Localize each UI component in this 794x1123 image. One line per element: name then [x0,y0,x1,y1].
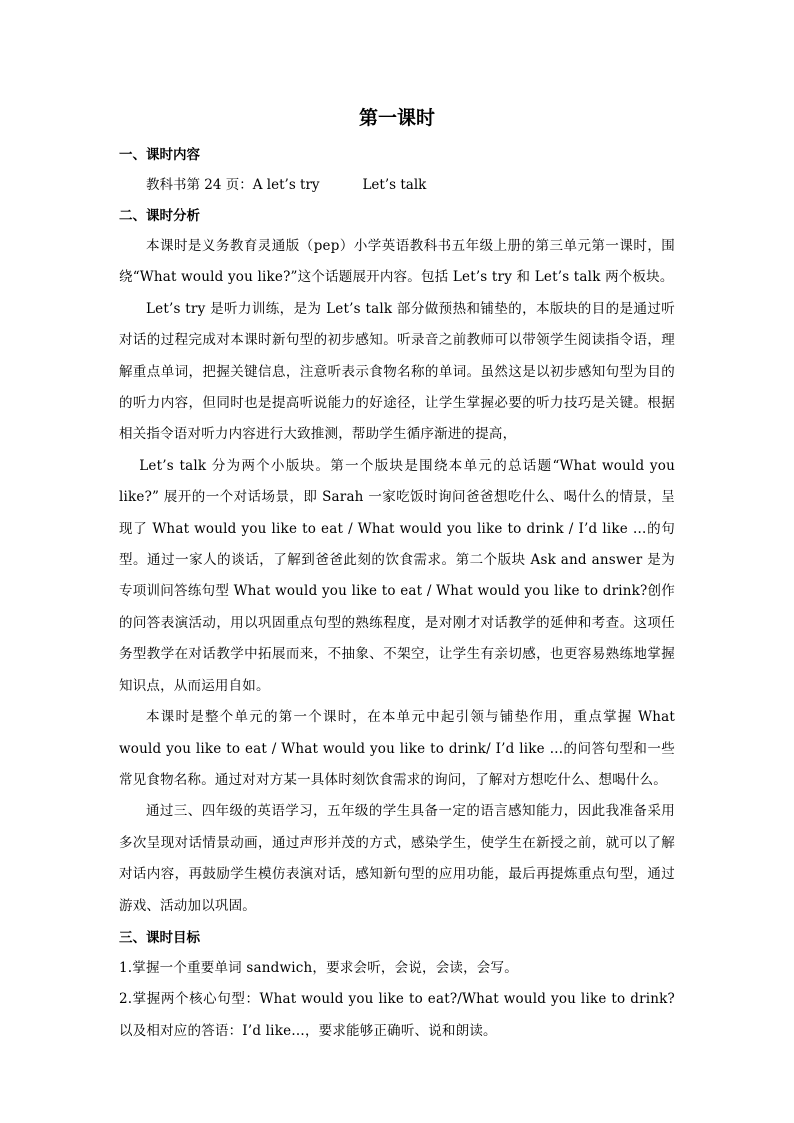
document-body [119,140,675,1047]
section-heading-goals: 三、课时目标 [119,929,200,946]
goal-item-1: 1.掌握一个重要单词 sandwich，要求会听，会说，会读，会写。 [119,959,518,976]
analysis-paragraph-2: Let’s try 是听力训练，是为 Let’s talk 部分做预热和铺垫的，本版块的目的是通过听对话的过程完成对本课时新句型的初步感知。听录音之前教师可以带领学生阅读指令语，理解重点单词，把握关键信息，注意听表示食物名称的单词。虽然这是以初步感知句型为目的的听力内容，但同时也是提高听说能力的好途径，让学生掌握必要的听力技巧是关键。根据相关指令语对听力内容进行大致推测，帮助学生循序渐进的提高， [119,300,675,443]
section-heading-analysis: 二、课时分析 [119,208,200,224]
analysis-paragraph-1: 本课时是义务教育灵通版（pep）小学英语教科书五年级上册的第三单元第一课时，围绕“What would you like?”这个话题展开内容。包括 Let’s try 和 Let’s talk 两个板块。 [119,238,675,286]
page-title: 第一课时 [358,107,435,129]
analysis-paragraph-3: Let’s talk 分为两个小版块。第一个版块是围绕本单元的总话题“What would you like?” 展开的一个对话场景，即 Sarah 一家吃饭时询问爸爸想吃什么、喝什么的情景，呈现了 What would you like to eat / What would you like to drink / I’d like …的句型。通过一家人的谈话，了解到爸爸此刻的饮食需求。第二个版块 Ask and answer 是为专项训问答练句型 What would you like to eat / What would you like to drink?创作的问答表演活动，用以巩固重点句型的熟练程度，是对刚才对话教学的延伸和考查。这项任务型教学在对话教学中拓展而来，不抽象、不架空，让学生有亲切感，也更容易熟练地掌握知识点，从而运用自如。 [119,457,675,694]
goal-item-2: 2.掌握两个核心句型：What would you like to eat?/What would you like to drink? 以及相对应的答语：I’d like…，要求能够正确听、说和朗读。 [119,991,675,1039]
analysis-paragraph-4: 本课时是整个单元的第一个课时，在本单元中起引领与铺垫作用，重点掌握 What would you like to eat / What would you like to drink/ I’d like …的问答句型和一些常见食物名称。通过对对方某一具体时刻饮食需求的询问，了解对方想吃什么、想喝什么。 [119,709,675,788]
analysis-paragraph-5: 通过三、四年级的英语学习，五年级的学生具备一定的语言感知能力，因此我准备采用多次呈现对话情景动画，通过声形并茂的方式，感染学生，使学生在新授之前，就可以了解对话内容，再鼓励学生模仿表演对话，感知新句型的应用功能，最后再提炼重点句型，通过游戏、活动加以巩固。 [119,803,675,914]
section-heading-content: 一、课时内容 [119,147,200,163]
content-line: 教科书第 24 页：A let’s try Let’s talk [146,177,427,193]
